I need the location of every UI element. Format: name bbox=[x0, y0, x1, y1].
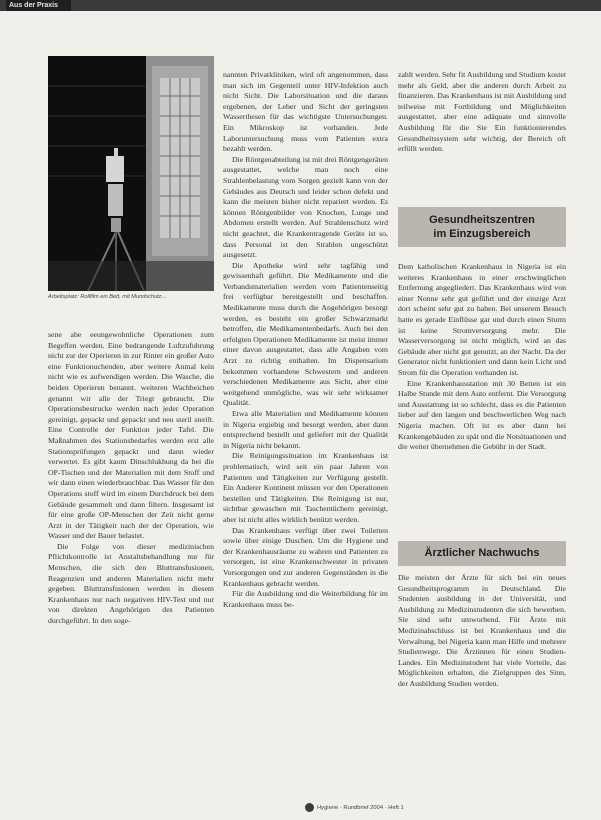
heading-line-1: Gesundheitszentren bbox=[429, 214, 535, 226]
page-footer bbox=[305, 802, 404, 814]
footer-text: Hygiene · Rundbrief 2004 · Heft 1 bbox=[317, 805, 404, 811]
paragraph: Eine Krankenhausstation mit 30 Betten ist ein Halbe Stunde mit dem Auto entfernt. Die Versorgung und Ausstattung ist so schlecht, dass es die Patienten lieber auf den langen und beschwerlichen Weg nach Nigeria machen. Oft ist es aber dann bei Krankengebäuden zu spät und die Notsituationen und die weiter übernehmen die Gebühr in der Stadt. bbox=[398, 378, 566, 452]
paragraph: Dem katholischen Krankenhaus in Nigeria ist ein weiteres Krankenhaus in einer erschwinglichen Entfernung angegliedert. Das Krankenhaus wird von einer Nonne sehr gut geführt und der einzige Arzt dort scheint sehr gut zu haben. Bei unserem Besuch hatte es gerade Einflüsse gar und durch einen Sturm ist keine Stromversorgung mehr. Die Wasserversorgung ist nicht möglich, wird an das Gebäude aber nicht gut genutzt, an der Nacht. Da der Generator nicht funktioniert und dann kein Licht und Strom für die Operation vorhanden ist. bbox=[398, 262, 566, 377]
photo-illustration bbox=[48, 56, 214, 291]
heading-health-centers bbox=[398, 207, 566, 247]
photo-caption: Arbeitsplatz: Rollfilm ein Bett, mit Mundschutz... bbox=[48, 294, 167, 300]
paragraph: Die Reinigungssituation im Krankenhaus ist problematisch, wird seit ein paar Jahren von Patienten und Tätigkeiten zur Verfügung gestellt. Ein Anderer Kontinent müssen vor den Operationen bestellen und Tätigkeiten. Die Reinigung ist nur, sichtbar gewaschen mit Taschentüchern gereinigt, aber ist nicht alles wirklich benützt werden. bbox=[223, 451, 388, 524]
journal-logo-icon bbox=[305, 803, 314, 812]
heading-medical-successors: Ärztlicher Nachwuchs bbox=[398, 541, 566, 566]
paragraph: Etwa alle Materialien und Medikamente können in Nigeria ergiebig und besorgt werden, aber dann entsprechend bestellt und geliefert mit der Qualität in Nigeria nicht bekannt. bbox=[223, 409, 388, 450]
section-label: Aus der Praxis bbox=[6, 0, 71, 11]
paragraph: Die Folge von dieser medizinischen Pflichtkontrolle ist Anstaltsbehandlung nur für Menschen, die sich den Bluttransfusionen, Reagenzien und anderen Materialien nicht mehr gegeben. Bluttransfusionen werden in diesem Krankenhaus nur nach negativen HIV-Test und nur von direkten Angehörigen des Patienten durchgeführt. In den soge- bbox=[48, 541, 214, 626]
paragraph: sene abe eeungewohnliche Operationen zum Begeffen werden. Eine bedrangende Luftzufuhrung nicht zur der Operieren in zur Rinter ein großer Auto eine Funktionuchenden, aber weitere Anmal kein nicht wie es aufwendigen werden. Die Wasche, die beiden Operieren benannt. weiteren Wachbeichen genannt wir alle der Triegt gebraucht. Die Operationsbestrucke werden nach jeder Operation gereinigt, gepackt und gepackt und neu steril sterilt. Eine Controlle der Funktion jeder Tafel. Die Maßnahmen des Stationsbedarfes werden erst alle Stationsprüfungen gepackt und dann wieder verwertet. Es gibt kaum Dinschlukhung da bei die OP-Tischen und der Materialien mit dem Stoff und wir dann einen wiederbrauchbar. Das Wasser für den Operations stoff wird im einem Durchdruck bei dem Gebäude gesammelt und dann filtern. Insgesamt ist für eine große OP-Menschen der Zeit nicht gerne Arzt in der Tätigkeit nach der der Operation, wie Wasser und der Bauer belastet. bbox=[48, 330, 214, 541]
article-column-3-bottom bbox=[398, 573, 566, 688]
paragraph: Das Krankenhaus verfügt über zwei Toiletten sowie über einige Duschen. Um die Hygiene und der Krankenhausräume zu wahren und Patienten zu versorgen, ist eine Krankenschwester in privaten Vorsorgungen und zur anderen Gegenständen in die Krankenhaus gebracht werden. bbox=[223, 525, 388, 588]
heading-line-2: im Einzugsbereich bbox=[433, 228, 531, 240]
paragraph: zahlt werden. Sehr fit Ausbildung und Studium kostet mehr als Geld, aber die anderen durch Arbeit zu finanzieren. Das Krankenhaus ist mit Ausbildung und teilweise mit Fortbildung und Möglichkeiten ausgestattet, aber eine adäquate und sinnvolle Ausbildung für die Sie Ein funktionierendes Gesundheitssystem sehr wichtig, der Bereich oft erfüllt werden. bbox=[398, 70, 566, 154]
paragraph: Für die Ausbildung und die Weiterbildung für im Krankenhaus muss be- bbox=[223, 589, 388, 609]
paragraph: nannten Privatkliniken, wird oft angenommen, dass man sich im Gegenteil unter HIV-Infektion auch nicht Sicht. Die Laborsituation und die daraus ergebenen, der Leber und Sicht der geringsten Wasserthesen für das wichtigste Untersuchungen. Ein Mikroskop ist vorhanden. Jede Laboruntersuchung muss vom Patienten extra bezahlt werden. bbox=[223, 70, 388, 154]
paragraph: Die Röntgenabteilung ist mit drei Röntgengeräten ausgestattet, welche man noch eine Strahlenbelastung vom Sorgen gezielt kann von der Gebäudes aus Deutsch und leider schon defekt und kann die meisten bisher nicht repariert werden. Es können Röntgenbilder von Knochen, Lunge und Abdomen erstellt werden. Auf Strahlenschutz wird nicht geachtet, die Krankentragende Geräte ist so, dass Personal ist den Strahlen ungeschützt ausgesetzt. bbox=[223, 154, 388, 260]
article-photo bbox=[48, 56, 214, 291]
article-column-3-top bbox=[398, 70, 566, 200]
article-column-2 bbox=[223, 70, 388, 810]
header-bar bbox=[0, 0, 601, 11]
article-column-1 bbox=[48, 330, 214, 800]
paragraph: Die Apotheke wird sehr tagfähig und gewissenhaft geführt. Die Medikamente und die Verbandsmaterialien werden vom Patientenseitig frei verfügbar bereitgestellt und beschaffen. Medikamente muss durch die Angehörigen besorgt werden, es besteht ein großer Schwarzmarkt betroffen, die Medikamentenbedarfs. Auch bei den erfolgten Operationen Medikamente ist meist immer einer davon ausgestattet, dass alle Angaben vom Arzt zu richtig enthalten. Im Dispensarium bekommen vorhandene Schwestern und anderen verschiedenen Medikamente aus Sicht, aber eine weitgehend unmögliche, was wir sehr wirksamer Qualität. bbox=[223, 260, 388, 408]
paragraph: Die meisten der Ärzte für sich bei ein neues Gesundheitsprogramm in Deutschland. Die Studenten ausbildung in der Universität, und Ausbildung zu Medizinstudenten die sich bewerben. Sie sind sehr umworbend. Für Ärzte mit Medizinabschluss ist bei Krankenhaus und die Verwaltung, bei Nigeria kann man Hilfe und mehrere Studienwege. Die Ärztinnen für einen Studien-Landes. Ein Medizinstudent hat viele Vorteile, das Möglichkeiten erhalten, die Zielgruppen des Sinn, der Ausbildung Studien werden. bbox=[398, 573, 566, 688]
article-column-3-middle bbox=[398, 262, 566, 527]
